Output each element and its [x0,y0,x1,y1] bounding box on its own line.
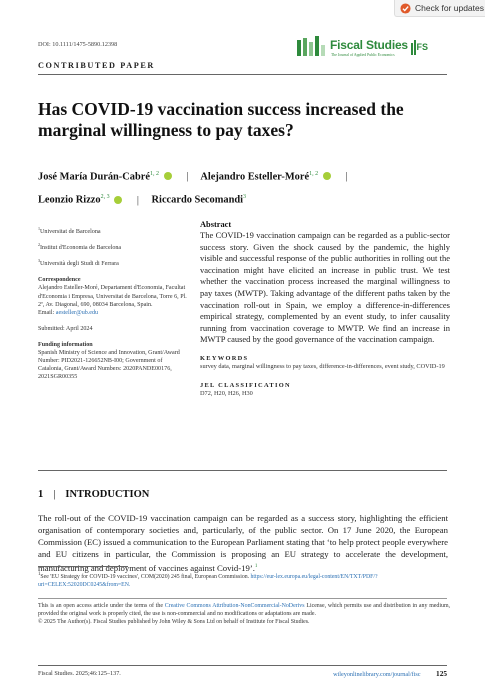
author-name[interactable]: Alejandro Esteller-Moré [200,171,310,183]
check-updates-icon [400,3,411,14]
footnote: $^1$See 'EU Strategy for COVID-19 vaccines', COM(2020) 245 final, European Commission. https://eur-lex.europa.eu/legal-content/EN/TXT/PDF/?uri=CELEX:52020DC0245&from=EN. [38,572,378,588]
author-affiliation-ref: 1, 2 [149,171,159,177]
article-info-column [38,225,188,381]
jel-text: D72, H20, H26, H30 [200,389,253,397]
abstract-heading: Abstract [200,220,232,229]
funding-heading: Funding information [38,341,93,348]
author-affiliation-ref: 3 [243,194,247,201]
section-number: 1 [38,489,44,500]
email-link[interactable]: aesteller@ub.edu [55,309,99,316]
top-divider [38,74,447,75]
abstract-section [200,220,450,398]
intro-paragraph: The roll-out of the COVID-19 vaccination campaign can be regarded as a success story, highlighting the efficient organisation of contemporary societies and, particularly, of the public sector. On 17 June 2020, the European Commission (EC) issued a communication to the European Parliament stating that ‘to help protect people everywhere and EU citizens in particular, the Commission is proposing an EU strategy to accelerate the development, manufacturing and deployment of vaccines against Covid-19’.$^1$ [38,513,448,573]
license-link[interactable]: Creative Commons Attribution-NonCommercial-NoDerivs [164,603,305,609]
author-separator: | [136,194,139,206]
copyright-text: © 2025 The Author(s). Fiscal Studies published by John Wiley & Sons Ltd on behalf of Institute for Fiscal Studies. [38,619,310,626]
author-separator: | [345,171,348,183]
license-divider [38,598,447,599]
journal-url-link[interactable]: wileyonlinelibrary.com/journal/fisc [333,671,421,678]
license-notice: This is an open access article under the terms of the Creative Commons Attribution-NonCommercial-NoDerivs License, which permits use and distribution in any medium, provided the original work is properly cited, the use is non-commercial and no modifications or adaptations are made. © 2025 The Author(s). Fiscal Studies published by John Wiley & Sons Ltd on behalf of Institute for Fiscal Studies. [38,603,450,626]
mid-divider [38,470,447,471]
abstract-text: The COVID-19 vaccination campaign can be regarded as a public-sector success story. Given the shock caused by the pandemic, the highly visible and successful response of the public authorities in rolling out the vaccination might have elicited an increase in public trust. We test whether the vaccination process increased the marginal willingness to pay taxes (MWTP). Taking advantage of the different paths taken by the vaccination roll-out in Spain, we employ a difference-in-differences empirical strategy, complemented by an event study, to infer causality running from vaccination coverage to MWTP. We find an increase in MWTP caused by the good governance of the vaccination campaign. [200,230,450,345]
footnote-link[interactable]: https://eur-lex.europa.eu/legal-content/EN/TXT/PDF/?uri=CELEX:52020DC0245&from=EN. [38,573,378,588]
author-name[interactable]: Riccardo Secomandi [151,194,244,206]
author-affiliation-ref: 1, 2 [309,171,319,177]
submitted-date: Submitted: April 2024 [38,325,93,332]
correspondence-email: Email: aesteller@ub.edu [38,309,99,316]
footer-divider [38,665,447,666]
keywords-text: survey data, marginal willingness to pay taxes, difference-in-differences, event study, COVID-19 [200,362,445,370]
footer-right [333,669,447,678]
affiliation-item: $^1$Universitat de Barcelona [38,226,101,236]
section-title: INTRODUCTION [65,489,150,500]
correspondence-heading: Correspondence [38,277,81,284]
author-list [38,164,458,211]
affiliation-item: $^2$Institut d'Economia de Barcelona [38,242,122,252]
keywords-heading: KEYWORDS [200,354,249,362]
jel-heading: JEL CLASSIFICATION [200,381,291,389]
journal-name: Fiscal Studies [330,38,408,52]
author-affiliation-ref: 2, 3 [100,194,110,201]
author-name[interactable]: Leonzio Rizzo [38,194,101,206]
footer-citation: Fiscal Studies. 2025;46:125–137. [38,670,121,677]
affiliation-item: $^3$Università degli Studi di Ferrara [38,258,119,268]
ifs-logo: IFS [414,42,429,52]
journal-subtitle: The Journal of Applied Public Economics [331,53,395,57]
doi-text[interactable]: DOI: 10.1111/1475-5890.12398 [38,41,118,48]
check-updates-label: Check for updates [415,3,484,13]
orcid-icon[interactable] [164,172,172,180]
intro-heading: 1 | INTRODUCTION [38,489,150,500]
author-name[interactable]: José María Durán-Cabré [38,171,150,183]
footnote-divider [38,566,128,567]
orcid-icon[interactable] [114,196,122,204]
section-label: CONTRIBUTED PAPER [38,61,155,70]
correspondence-text: Alejandro Esteller-Moré, Departament d'Economia, Facultat d'Economia i Empresa, Universitat de Barcelona, Torre 6, Pl. 2ª, Av. Diagonal, 690, 08034 Barcelona, Spain. [38,285,187,308]
author-separator: | [186,171,189,183]
page-number: 125 [436,669,447,678]
funding-text: Spanish Ministry of Science and Innovation, Grant/Award Number: PID2021-126652NB-I00; Government of Catalonia, Grant/Award Numbers: 2020PANDE00176, 2021SGR00355 [38,350,180,381]
article-title: Has COVID-19 vaccination success increased the marginal willingness to pay taxes? [38,99,404,140]
orcid-icon[interactable] [323,172,331,180]
footnote-ref[interactable]: 1 [254,563,258,569]
check-for-updates-button[interactable] [394,0,485,17]
